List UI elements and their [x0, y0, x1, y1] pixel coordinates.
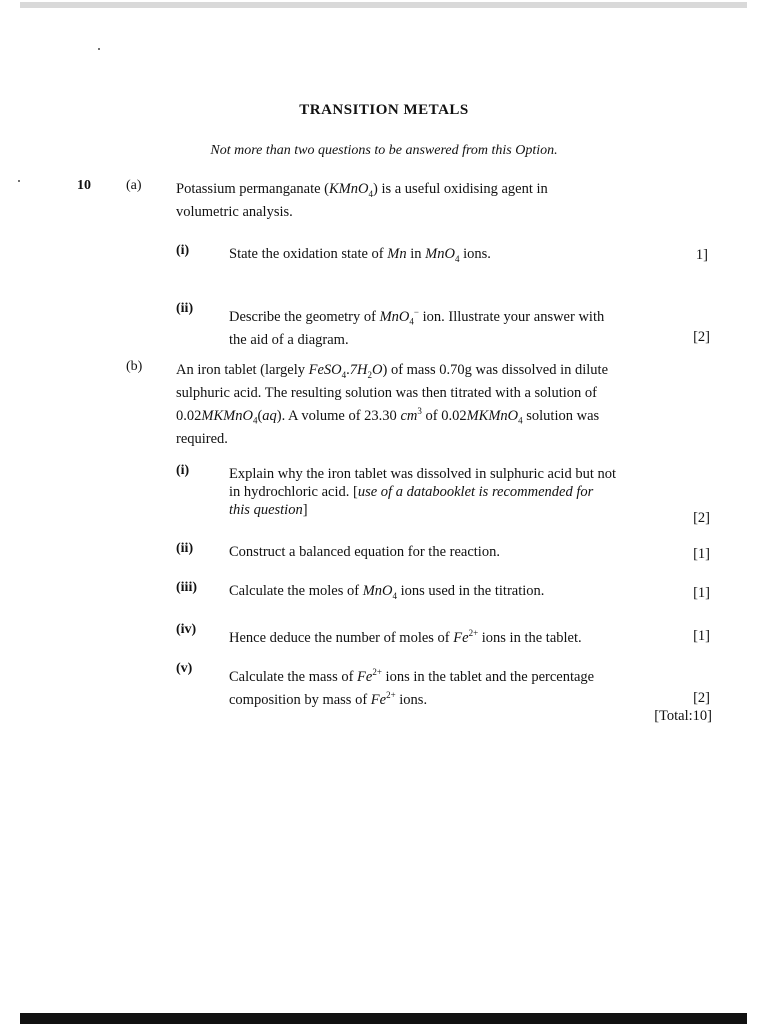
item-a-ii-label: (ii) [176, 301, 194, 316]
item-a-ii-text [229, 303, 689, 349]
scan-speck [18, 180, 20, 182]
text-line: Calculate the mass of $Fe^{2+}$ ions in the tablet and the percentage [229, 667, 595, 685]
text-line: Explain why the iron tablet was dissolved in sulphuric acid but not [229, 466, 617, 482]
item-b-v-text [229, 663, 689, 709]
part-b-label: (b) [126, 359, 143, 374]
item-b-iv-label: (iv) [176, 622, 197, 637]
option-instruction: Not more than two questions to be answered from this Option. [210, 143, 558, 158]
item-b-iv-mark: [1] [693, 628, 710, 644]
part-b-stem [176, 361, 706, 448]
item-b-iii-mark: [1] [693, 585, 710, 601]
item-b-iv-text: Hence deduce the number of moles of $Fe^{2+}$ ions in the tablet. [229, 628, 582, 646]
item-b-ii-text: Construct a balanced equation for the reaction. [229, 544, 500, 560]
item-b-v-label: (v) [176, 661, 193, 676]
text-line: this question] [229, 502, 308, 518]
item-b-v-mark: [2] [693, 690, 710, 706]
page-title: TRANSITION METALS [299, 102, 469, 118]
item-b-i-mark: [2] [693, 510, 710, 526]
text-line: required. [176, 430, 228, 447]
text-line: An iron tablet (largely $FeSO_4.7H_2O$) of mass 0.70g was dissolved in dilute [176, 362, 609, 380]
top-scan-edge [20, 2, 747, 8]
text-line: composition by mass of $Fe^{2+}$ ions. [229, 689, 428, 708]
text-line: Potassium permanganate (KMnO$_4$) is a useful oxidising agent in [176, 181, 548, 199]
bottom-scan-edge [20, 1013, 747, 1024]
text-line: volumetric analysis. [176, 203, 293, 220]
text-line: the aid of a diagram. [229, 331, 349, 348]
item-b-i-label: (i) [176, 463, 190, 478]
text-line: Describe the geometry of MnO$_4$− ion. Illustrate your answer with [229, 307, 605, 327]
item-b-ii-label: (ii) [176, 541, 194, 556]
text-line: 0.02MKMnO$_4$(aq). A volume of 23.30 $cm^3$ of 0.02MKMnO$_4$ solution was [176, 405, 600, 426]
text-line: sulphuric acid. The resulting solution was then titrated with a solution of [176, 384, 597, 401]
text-line: in hydrochloric acid. [use of a databooklet is recommended for [229, 484, 594, 500]
part-a-label: (a) [126, 178, 142, 193]
item-b-i-text [229, 465, 689, 519]
question-number: 10 [77, 178, 91, 193]
question-total: [Total:10] [654, 708, 712, 724]
item-a-i-label: (i) [176, 243, 190, 258]
scan-speck [98, 48, 100, 50]
item-b-iii-text: Calculate the moles of MnO$_4$ ions used in the titration. [229, 583, 545, 601]
item-a-ii-mark: [2] [693, 329, 710, 345]
item-a-i-mark: 1] [695, 247, 708, 263]
item-b-ii-mark: [1] [693, 546, 710, 562]
item-a-i-text: State the oxidation state of Mn in MnO$_4$ ions. [229, 246, 491, 264]
item-b-iii-label: (iii) [176, 580, 197, 595]
part-a-stem [176, 180, 696, 221]
